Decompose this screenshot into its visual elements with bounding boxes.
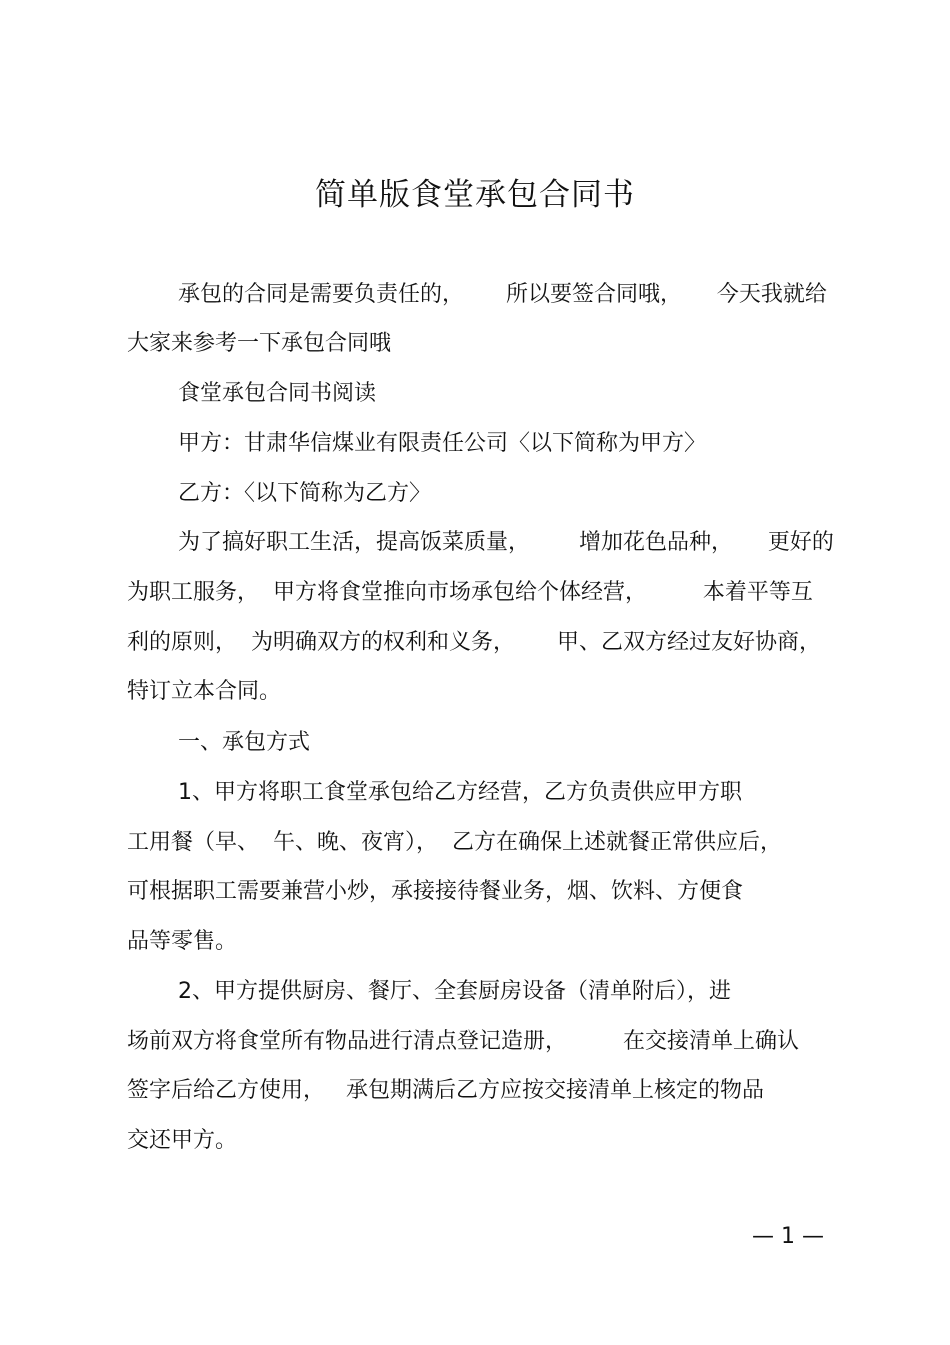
paragraph-line: 工用餐（早、 午、晚、夜宵）， 乙方在确保上述就餐正常供应后， xyxy=(127,830,782,855)
paragraph-line: 交还甲方。 xyxy=(127,1128,238,1153)
paragraph-line: 品等零售。 xyxy=(127,929,238,954)
paragraph-line: 特订立本合同。 xyxy=(127,679,282,704)
paragraph-line: 场前双方将食堂所有物品进行清点登记造册， 在交接清单上确认 xyxy=(127,1029,799,1054)
document-title: 简单版食堂承包合同书 xyxy=(315,177,635,213)
paragraph-line: 食堂承包合同书阅读 xyxy=(178,381,377,406)
paragraph-line: 1、甲方将职工食堂承包给乙方经营，乙方负责供应甲方职 xyxy=(178,780,742,805)
paragraph-line: 为职工服务， 甲方将食堂推向市场承包给个体经营， 本着平等互 xyxy=(127,580,813,605)
paragraph-line: 乙方：〈以下简称为乙方〉 xyxy=(178,481,432,506)
paragraph-line: 签字后给乙方使用， 承包期满后乙方应按交接清单上核定的物品 xyxy=(127,1078,764,1103)
paragraph-line: 承包的合同是需要负责任的， 所以要签合同哦， 今天我就给 xyxy=(178,282,827,307)
paragraph-line: 2、甲方提供厨房、餐厅、全套厨房设备（清单附后），进 xyxy=(178,979,731,1004)
paragraph-line: 利的原则， 为明确双方的权利和义务， 甲、乙双方经过友好协商， xyxy=(127,630,821,655)
paragraph-line: 为了搞好职工生活，提高饭菜质量， 增加花色品种， 更好的 xyxy=(178,530,834,555)
page-number: — 1 — xyxy=(752,1224,824,1249)
paragraph-line: 大家来参考一下承包合同哦 xyxy=(127,331,392,356)
section-heading: 一、承包方式 xyxy=(178,730,311,755)
paragraph-line: 甲方：甘肃华信煤业有限责任公司〈以下简称为甲方〉 xyxy=(178,431,707,456)
paragraph-line: 可根据职工需要兼营小炒，承接接待餐业务，烟、饮料、方便食 xyxy=(127,879,744,904)
